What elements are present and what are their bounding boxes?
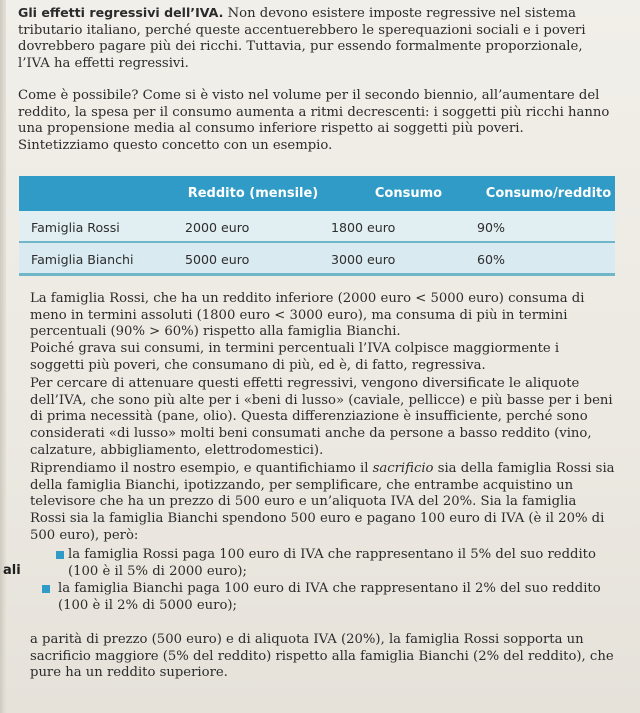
- paragraph-propensity: Come è possibile? Come si è visto nel volume per il secondo biennio, all’aumentare del reddito, la spesa per il consumo aumenta a ritmi decrescenti: i soggetti più ricchi hanno una propensione media al consumo inferiore rispetto ai soggetti più poveri. Sintetizziamo questo concetto con un esempio.: [18, 88, 610, 154]
- paragraph-example: [30, 461, 616, 545]
- list-item: [30, 581, 620, 614]
- bullet-text: la famiglia Bianchi paga 100 euro di IVA che rappresentano il 2% del suo reddito (100 è il 2% di 5000 euro);: [58, 581, 601, 614]
- intro-text: Non devono esistere imposte regressive nel sistema tributario italiano, perché queste accentuerebbero le sperequazioni sociali e i poveri dovrebbero pagare più dei ricchi. Tuttavia, pur essendo formalmente proporzionale, l’IVA ha effetti regressivi.: [18, 6, 586, 72]
- table-row: [19, 211, 615, 243]
- header-ratio: Consumo/reddito: [482, 176, 615, 211]
- header-reddito: Reddito (mensile): [171, 176, 335, 211]
- header-consumo: Consumo: [335, 176, 482, 211]
- row-reddito: 5000 euro: [185, 251, 250, 267]
- row-reddito: 2000 euro: [185, 219, 250, 235]
- square-bullet-icon: [42, 585, 50, 593]
- consumption-table: [19, 176, 615, 275]
- header-empty-cell: [19, 176, 171, 211]
- section-heading: Gli effetti regressivi dell’IVA.: [18, 5, 224, 20]
- row-ratio: 90%: [477, 219, 505, 235]
- bullet-list: [30, 547, 620, 616]
- square-bullet-icon: [56, 551, 64, 559]
- page-edge-shadow: [0, 0, 6, 713]
- intro-paragraph: [18, 5, 618, 73]
- example-text-before: Riprendiamo il nostro esempio, e quantifichiamo il: [30, 461, 373, 476]
- example-italic: sacrificio: [372, 461, 434, 476]
- margin-fragment: ali: [3, 563, 21, 578]
- list-item: [30, 547, 620, 580]
- paragraph-aliquote: Per cercare di attenuare questi effetti regressivi, vengono diversificate le aliquote dell’IVA, che sono più alte per i «beni di lusso» (caviale, pellicce) e più basse per i beni di prima necessità (pane, olio). Questa differenziazione è insufficiente, perché sono considerati «di lusso» molti beni consumati anche da persone a basso reddito (vino, calzature, abbigliamento, elettrodomestici).: [30, 376, 613, 458]
- example-text-after: sia della famiglia Rossi sia della famiglia Bianchi, ipotizzando, per semplificare, che entrambe acquistino un televisore che ha un prezzo di 500 euro e un’aliquota IVA del 20%. Sia la famiglia Rossi sia la famiglia Bianchi spendono 500 euro e pagano 100 euro di IVA (è il 20% di 500 euro), però:: [30, 461, 615, 543]
- row-divider: [19, 273, 615, 276]
- table-header: [19, 176, 615, 211]
- row-consumo: 1800 euro: [331, 219, 396, 235]
- bullet-text: la famiglia Rossi paga 100 euro di IVA che rappresentano il 5% del suo reddito (100 è il 5% di 2000 euro);: [68, 547, 596, 579]
- row-ratio: 60%: [477, 251, 505, 267]
- paragraph-comparison: La famiglia Rossi, che ha un reddito inferiore (2000 euro < 5000 euro) consuma di meno in termini assoluti (1800 euro < 3000 euro), ma consuma di più in termini percentuali (90% > 60%) rispetto alla famiglia Bianchi.: [30, 291, 585, 340]
- row-consumo: 3000 euro: [331, 251, 396, 267]
- table-row: [19, 243, 615, 275]
- paragraph-conclusion: a parità di prezzo (500 euro) e di aliquota IVA (20%), la famiglia Rossi sopporta un sacrificio maggiore (5% del reddito) rispetto alla famiglia Bianchi (2% del reddito), che pure ha un reddito superiore.: [30, 632, 614, 681]
- paragraph-regressive: Poiché grava sui consumi, in termini percentuali l’IVA colpisce maggiormente i soggetti più poveri, che consumano di più, ed è, di fatto, regressiva.: [30, 341, 560, 373]
- row-name: Famiglia Rossi: [31, 219, 120, 235]
- row-name: Famiglia Bianchi: [31, 251, 134, 267]
